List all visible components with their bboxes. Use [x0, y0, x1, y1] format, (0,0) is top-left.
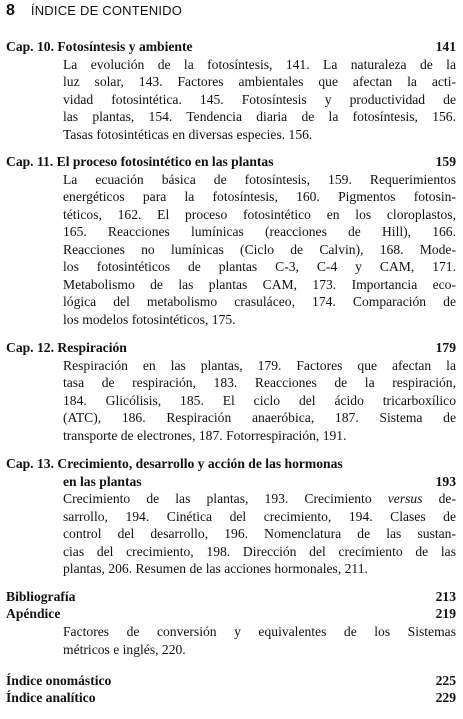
entry-page: 229: [435, 690, 456, 705]
chapter-description: [6, 490, 456, 578]
entry-label: Apéndice: [6, 606, 61, 621]
description-line: téticos, 162. El proceso fotosintético en los cloroplastos,: [63, 206, 456, 222]
description-line: Respiración en las plantas, 179. Factores que afectan la: [63, 357, 456, 373]
description-line: Tasas fotosintéticas en diversas especies. 156.: [63, 126, 313, 142]
description-line: La ecuación básica de fotosíntesis, 159. Requerimientos: [63, 171, 456, 187]
description-line: plantas, 206. Resumen de las acciones hormonales, 211.: [63, 561, 368, 576]
description-line: sarrollo, 194. Cinética del crecimiento, 194. Clases de: [63, 508, 456, 524]
description-line: vidad fotosintética. 145. Fotosíntesis y productividad de: [63, 91, 456, 107]
entry-page: 219: [435, 606, 456, 621]
chapter-label: Cap. 11.: [6, 154, 54, 169]
chapter-heading: [6, 455, 456, 473]
description-line: lógica del metabolismo crasuláceo, 174. Comparación de: [63, 294, 456, 309]
description-line: control del desarrollo, 196. Nomenclatura de las sustan-: [63, 526, 456, 541]
chapter-description: [6, 357, 456, 445]
italic-term: versus: [387, 491, 423, 506]
toc-entry-chapter-11: [6, 153, 456, 328]
chapter-heading: [6, 38, 456, 56]
description-line: Crecimiento de las plantas, 193. Crecimiento versus de-: [63, 491, 456, 506]
chapter-heading-continued: [6, 473, 456, 491]
apendice-description: [63, 623, 456, 658]
description-line: luz solar, 143. Factores ambientales que afectan la acti-: [63, 74, 456, 89]
running-title: ÍNDICE DE CONTENIDO: [30, 3, 183, 18]
chapter-heading: [6, 153, 456, 171]
entry-page: 225: [435, 673, 456, 688]
description-line: las plantas, 154. Tendencia diaria de la fotosíntesis, 156.: [63, 109, 456, 124]
chapter-label: Cap. 10.: [6, 39, 54, 54]
description-line: (ATC), 186. Respiración anaeróbica, 187. Sistema de: [63, 410, 456, 425]
entry-label: Índice onomástico: [6, 673, 112, 688]
chapter-title: El proceso fotosintético en las plantas: [56, 154, 274, 169]
chapter-description: [6, 56, 456, 144]
toc-entry-apendice: [6, 605, 456, 623]
description-line: La evolución de la fotosíntesis, 141. La naturaleza de la: [63, 56, 456, 72]
chapter-page: 159: [435, 154, 456, 169]
page-number: 8: [6, 2, 15, 19]
description-line: cias del crecimiento, 198. Dirección del crecimiento de las: [63, 543, 456, 559]
toc-entry-chapter-12: [6, 339, 456, 444]
entry-label: Índice analítico: [6, 690, 96, 705]
description-line: 184. Glicólisis, 185. El ciclo del ácido tricarboxílico: [63, 392, 456, 408]
chapter-description: [6, 171, 456, 329]
chapter-page: 193: [435, 473, 456, 489]
description-line: energéticos para la fotosíntesis, 160. Pigmentos fotosin-: [63, 189, 456, 204]
toc-entry-chapter-10: [6, 38, 456, 143]
chapter-label: Cap. 12.: [6, 340, 54, 355]
description-line: 165. Reacciones lumínicas (reacciones de Hill), 166.: [63, 224, 456, 239]
description-line: transporte de electrones, 187. Fotorrespiración, 191.: [63, 427, 347, 443]
entry-page: 213: [435, 589, 456, 604]
chapter-label: Cap. 13.: [6, 456, 54, 471]
entry-label: Bibliografía: [6, 589, 76, 604]
chapter-page: 179: [435, 340, 456, 355]
chapter-title-line-2: en las plantas: [63, 473, 142, 489]
description-line: Reacciones no lumínicas (Ciclo de Calvin), 168. Mode-: [63, 241, 456, 257]
chapter-page: 141: [435, 39, 456, 54]
chapter-title: Respiración: [57, 340, 127, 355]
description-line: Factores de conversión y equivalentes de los Sistemas: [63, 624, 456, 639]
toc-entry-bibliografia: [6, 588, 456, 606]
toc-entry-chapter-13: [6, 455, 456, 578]
running-header: [6, 2, 182, 22]
chapter-title: Crecimiento, desarrollo y acción de las hormonas: [57, 456, 343, 471]
toc-entry-indice-onomastico: [6, 672, 456, 690]
toc-entry-indice-analitico: [6, 689, 456, 707]
chapter-title: Fotosíntesis y ambiente: [57, 39, 193, 54]
description-line: Metabolismo de las plantas CAM, 173. Importancia eco-: [63, 276, 456, 292]
description-line: los modelos fotosintéticos, 175.: [63, 311, 236, 327]
description-line: tasa de respiración, 183. Reacciones de la respiración,: [63, 375, 456, 390]
description-line: los fotosintéticos de plantas C-3, C-4 y CAM, 171.: [63, 259, 456, 274]
description-line: métricos e inglés, 220.: [63, 641, 186, 657]
chapter-heading: [6, 339, 456, 357]
